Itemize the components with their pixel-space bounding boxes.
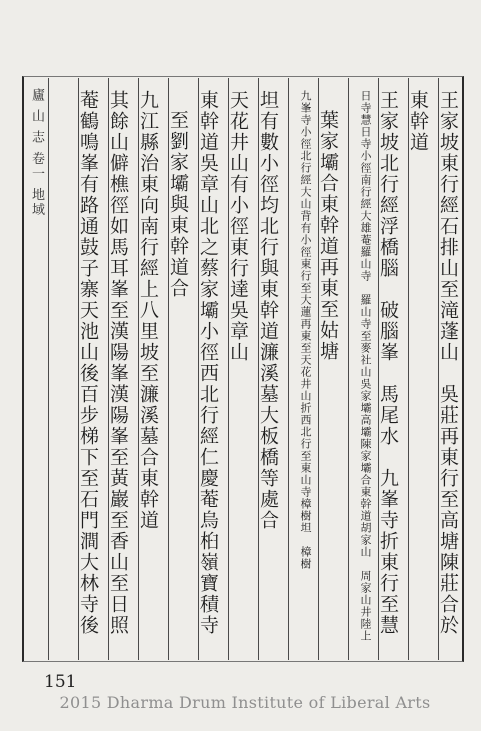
text-column-6: 九峯寺小徑北行經大山背有小徑東行至大蓮再東至天花井山折西北行至東山寺樟樹坦 樟樹	[299, 90, 312, 570]
text-column-8: 天花井山有小徑東行達吳章山	[227, 90, 249, 363]
text-column-3: 王家坡北行經浮橋腦 破腦峯 馬尾水 九峯寺折東行至慧	[377, 90, 399, 636]
text-column-13: 菴鶴鳴峯有路通鼓子寨天池山後百步梯下至石門澗大林寺後	[77, 90, 99, 636]
column-rule	[48, 78, 49, 660]
text-column-1: 王家坡東行經石排山至滝蓬山 吳莊再東行至高塘陳莊合於	[437, 90, 459, 636]
page-number: 151	[44, 672, 77, 692]
text-column-5: 葉家壩合東幹道再東至姑塘	[317, 110, 339, 362]
text-column-9: 東幹道吳章山北之蔡家壩小徑西北行經仁慶菴烏桕嶺寶積寺	[197, 90, 219, 636]
text-column-10: 至劉家壩與東幹道合	[167, 110, 189, 299]
text-column-4: 日寺慧日寺小徑南行經大雄菴羅山寺 羅山寺至麥社山吳家壩高壩陳家壩合東幹道胡家山 周家山井陸上	[359, 90, 372, 642]
watermark-text: 2015 Dharma Drum Institute of Liberal Arts	[59, 693, 431, 712]
text-column-12: 其餘山僻樵徑如馬耳峯至漢陽峯漢陽峯至黃巖至香山至日照	[107, 90, 129, 636]
text-column-11: 九江縣治東向南行經上八里坡至濂溪墓合東幹道	[137, 90, 159, 531]
margin-heading: 廬 山 志 卷一 地域	[29, 88, 44, 218]
text-column-7: 坦有數小徑均北行與東幹道濂溪墓大板橋等處合	[257, 90, 279, 531]
text-column-2: 東幹道	[407, 90, 429, 153]
